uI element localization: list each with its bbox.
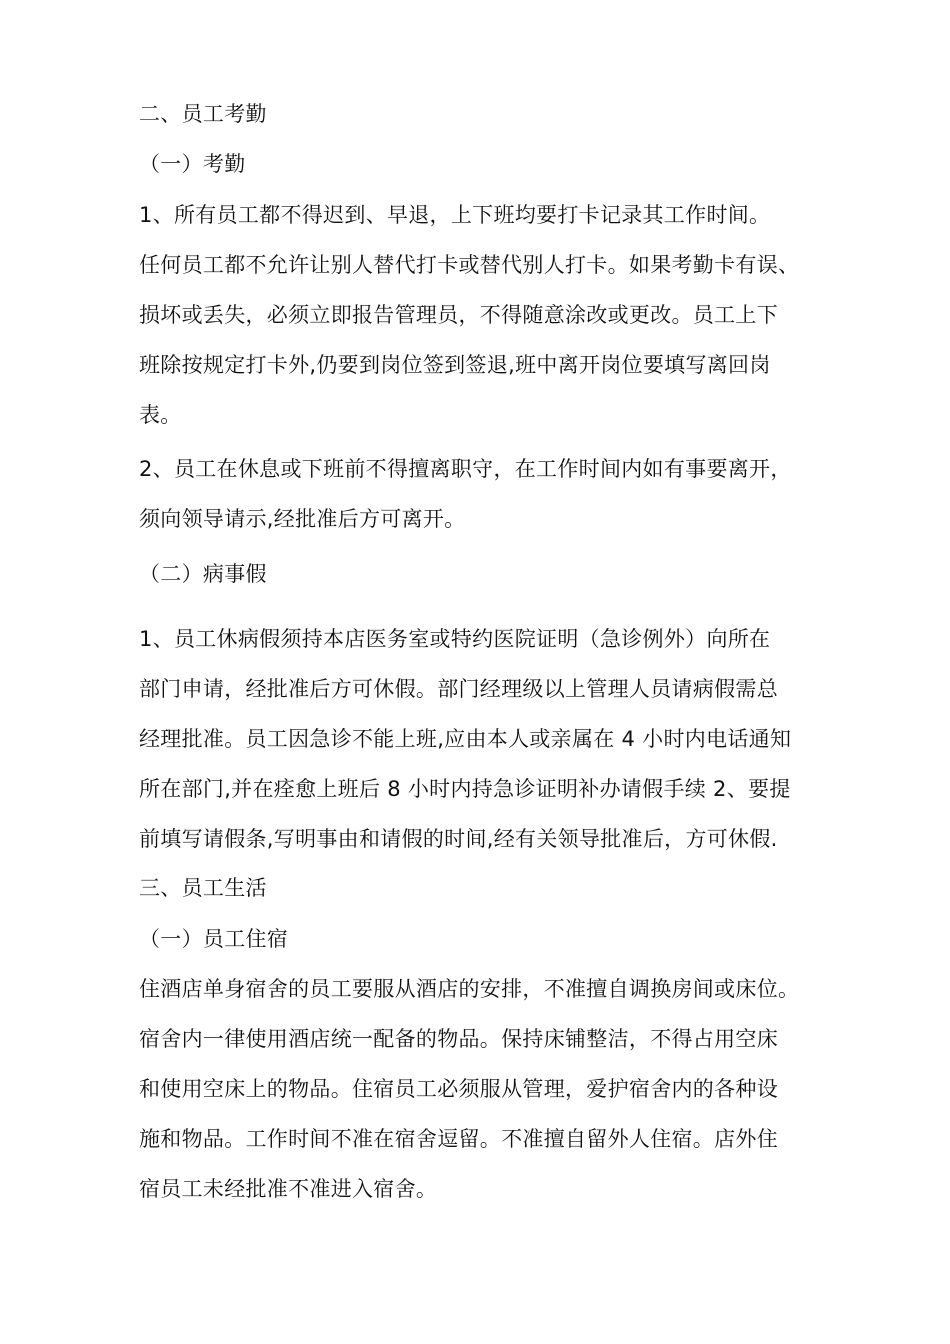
paragraph-line: 宿舍内一律使用酒店统一配备的物品。保持床铺整洁，不得占用空床 [139,1027,778,1051]
paragraph-line: 和使用空床上的物品。住宿员工必须服从管理，爱护宿舍内的各种设 [139,1077,778,1101]
paragraph-line: 1、员工休病假须持本店医务室或特约医院证明（急诊例外）向所在 [139,627,771,651]
paragraph-line: 所在部门,并在痊愈上班后 8 小时内持急诊证明补办请假手续 2、要提 [139,777,791,801]
subsection-heading-attendance: （一）考勤 [139,152,246,176]
section-heading-staff-life: 三、员工生活 [139,876,267,900]
section-heading-attendance: 二、员工考勤 [139,102,267,126]
paragraph-line: 表。 [139,403,182,427]
paragraph-line: 前填写请假条,写明事由和请假的时间,经有关领导批准后，方可休假. [139,827,778,851]
paragraph-line: 住酒店单身宿舍的员工要服从酒店的安排，不准擅自调换房间或床位。 [139,977,800,1001]
paragraph-line: 损坏或丢失，必须立即报告管理员，不得随意涂改或更改。员工上下 [139,303,778,327]
paragraph-line: 1、所有员工都不得迟到、早退，上下班均要打卡记录其工作时间。 [139,203,771,227]
paragraph-line: 2、员工在休息或下班前不得擅离职守，在工作时间内如有事要离开， [139,457,792,481]
paragraph-line: 施和物品。工作时间不准在宿舍逗留。不准擅自留外人住宿。店外住 [139,1127,778,1151]
paragraph-line: 须向领导请示,经批准后方可离开。 [139,507,466,531]
subsection-heading-housing: （一）员工住宿 [139,927,289,951]
paragraph-line: 宿员工未经批准不准进入宿舍。 [139,1177,438,1201]
paragraph-line: 经理批准。员工因急诊不能上班,应由本人或亲属在 4 小时内电话通知 [139,727,792,751]
paragraph-line: 部门申请，经批准后方可休假。部门经理级以上管理人员请病假需总 [139,677,778,701]
paragraph-line: 班除按规定打卡外,仍要到岗位签到签退,班中离开岗位要填写离回岗 [139,353,771,377]
subsection-heading-leave: （二）病事假 [139,562,267,586]
paragraph-line: 任何员工都不允许让别人替代打卡或替代别人打卡。如果考勤卡有误、 [139,253,800,277]
